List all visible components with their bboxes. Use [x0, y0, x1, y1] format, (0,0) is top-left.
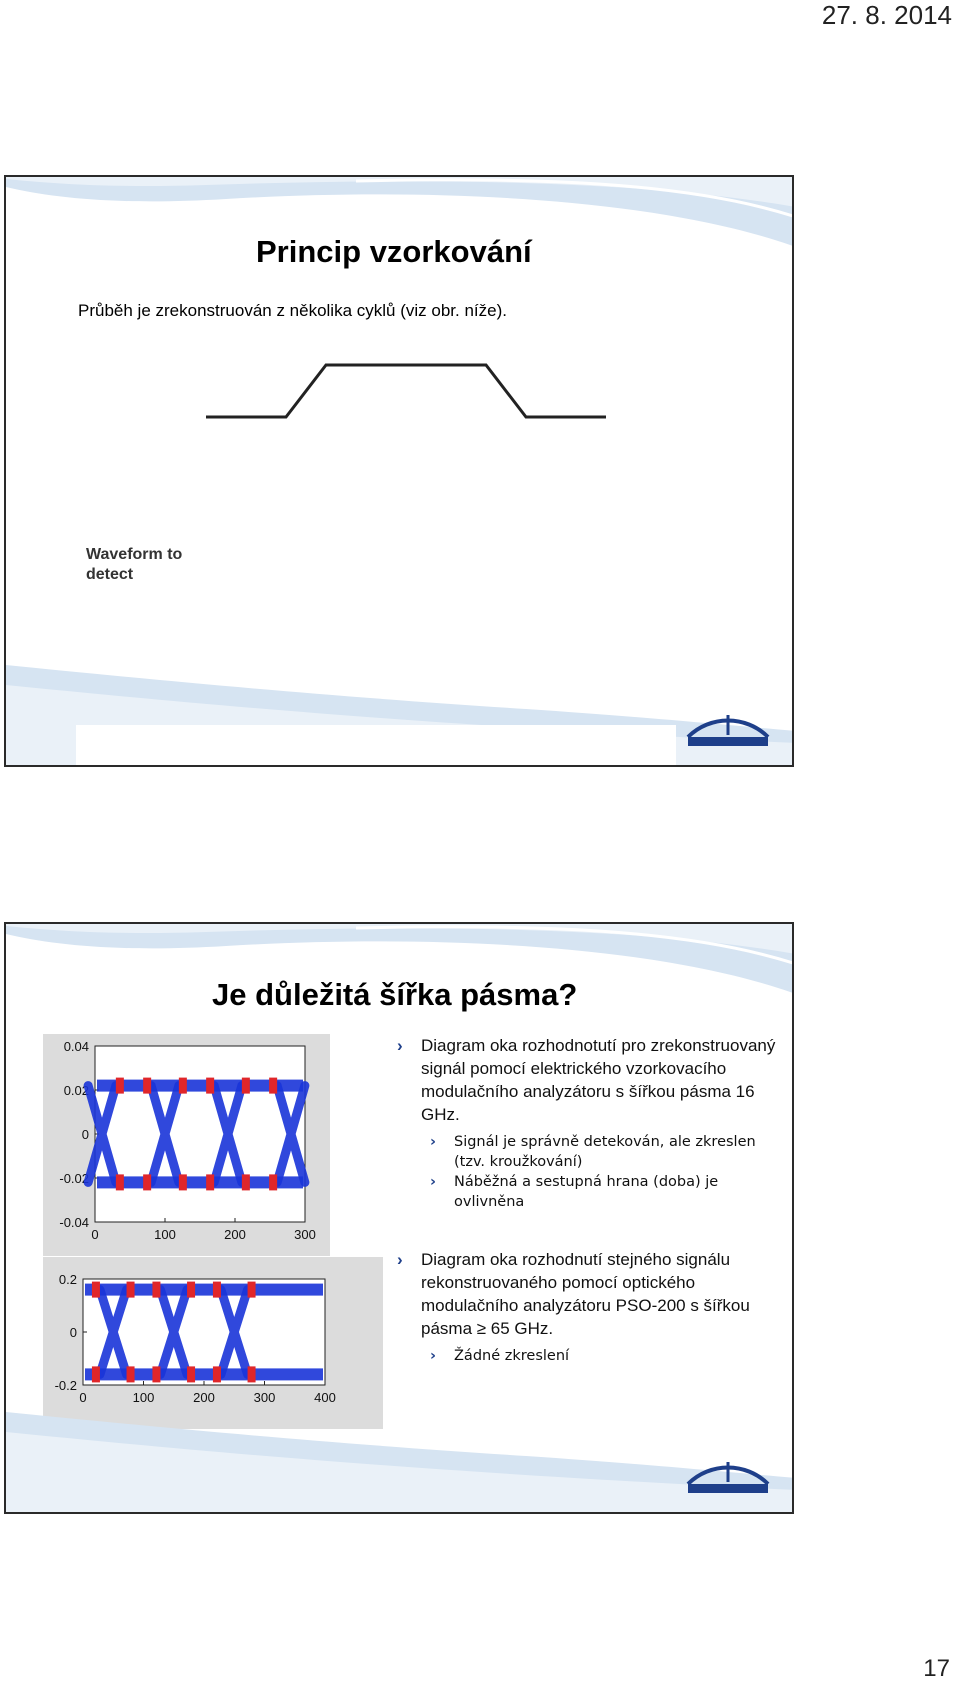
eye-sample-mark: [206, 1078, 214, 1094]
sub-bullet: › Náběžná a sestupná hrana (doba) je ovlivněna: [430, 1174, 719, 1210]
x-tick-label: 300: [294, 1227, 316, 1242]
profiber-logo: [680, 709, 776, 751]
eye-sample-mark: [248, 1282, 256, 1298]
eye-sample-mark: [143, 1078, 151, 1094]
sub-bullet: › Signál je správně detekován, ale zkreslen (tzv. kroužkování): [430, 1134, 756, 1170]
slide-title: Princip vzorkování: [256, 234, 532, 269]
x-tick-label: 0: [91, 1227, 99, 1242]
bullet-optical: › Diagram oka rozhodnutí stejného signálu rekonstruovaného pomocí optického modulačního analyzátoru PSO-200 s šířkou pásma ≥ 65 GHz.: [397, 1250, 750, 1338]
y-tick-label: -0.2: [54, 1378, 77, 1393]
eye-sample-mark: [116, 1078, 124, 1094]
y-tick-label: 0.02: [63, 1083, 89, 1098]
waveform-label: Waveform to detect: [86, 546, 183, 583]
eye-sample-mark: [248, 1366, 256, 1382]
page-number: 17: [923, 1655, 950, 1682]
eye-sample-mark: [152, 1366, 160, 1382]
eye-sample-mark: [92, 1282, 100, 1298]
eye-diagram-plot: [43, 1257, 383, 1429]
sub-bullet: › Žádné zkreslení: [430, 1348, 570, 1364]
bullet-electrical: › Diagram oka rozhodnotutí pro zrekonstruovaný signál pomocí elektrického vzorkovacího modulačního analyzátoru s šířkou pásma 16 GHz.: [397, 1036, 776, 1124]
x-tick-label: 200: [224, 1227, 246, 1242]
x-tick-label: 0: [79, 1390, 87, 1405]
plot-area: [95, 1046, 305, 1222]
eye-diagram-plot: [43, 1034, 330, 1256]
y-tick-label: 0: [81, 1127, 89, 1142]
slide-footer-wave: [6, 1412, 794, 1512]
chevron-right-icon: ›: [430, 1174, 436, 1190]
chevron-right-icon: ›: [397, 1250, 403, 1269]
eye-sample-mark: [116, 1174, 124, 1190]
y-tick-label: 0: [69, 1325, 77, 1340]
eye-sample-mark: [179, 1078, 187, 1094]
eye-diagram-electrical: [43, 1034, 330, 1256]
bullet-list: [397, 1034, 781, 1366]
y-tick-label: 0.2: [58, 1272, 77, 1287]
chevron-right-icon: ›: [397, 1036, 403, 1055]
x-tick-label: 100: [154, 1227, 176, 1242]
y-tick-label: -0.02: [59, 1171, 89, 1186]
eye-sample-mark: [92, 1366, 100, 1382]
page-date: 27. 8. 2014: [821, 0, 952, 30]
eye-sample-mark: [127, 1366, 135, 1382]
eye-sample-mark: [269, 1174, 277, 1190]
slide-bandwidth: [4, 922, 794, 1514]
intro-text: Průběh je zrekonstruován z několika cyklů (viz obr. níže).: [78, 301, 507, 320]
eye-sample-mark: [187, 1366, 195, 1382]
eye-sample-mark: [242, 1078, 250, 1094]
eye-sample-mark: [127, 1282, 135, 1298]
x-tick-label: 200: [193, 1390, 215, 1405]
eye-sample-mark: [213, 1282, 221, 1298]
eye-sample-mark: [242, 1174, 250, 1190]
figure-mask: [76, 725, 676, 767]
chevron-right-icon: ›: [430, 1134, 436, 1150]
slide-title: Je důležitá šířka pásma?: [212, 977, 578, 1012]
eye-sample-mark: [143, 1174, 151, 1190]
x-tick-label: 400: [314, 1390, 336, 1405]
eye-sample-mark: [269, 1078, 277, 1094]
y-tick-label: 0.04: [63, 1039, 89, 1054]
eye-diagram-optical: [43, 1257, 383, 1429]
eye-sample-mark: [179, 1174, 187, 1190]
chevron-right-icon: ›: [430, 1348, 436, 1364]
eye-sample-mark: [187, 1282, 195, 1298]
eye-sample-mark: [152, 1282, 160, 1298]
profiber-logo: [680, 1456, 776, 1498]
y-tick-label: -0.04: [59, 1215, 89, 1230]
eye-sample-mark: [213, 1366, 221, 1382]
x-tick-label: 100: [132, 1390, 155, 1405]
x-tick-label: 300: [253, 1390, 276, 1405]
slide-principle: [4, 175, 794, 767]
eye-sample-mark: [206, 1174, 214, 1190]
